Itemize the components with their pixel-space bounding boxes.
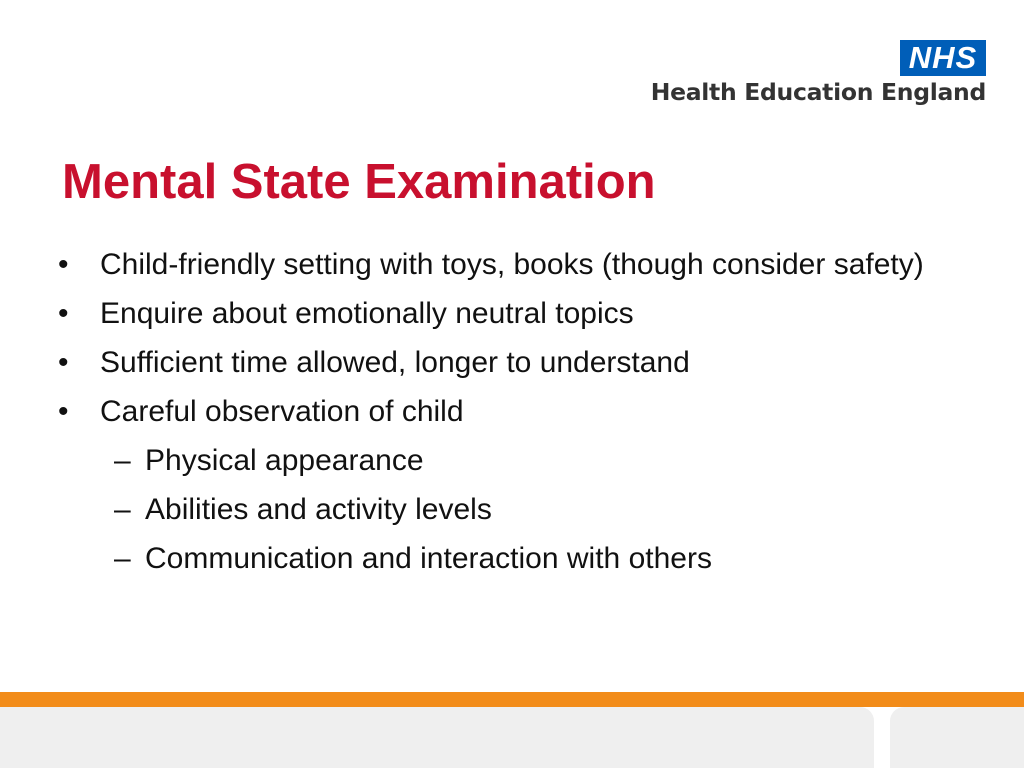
sub-bullet-item xyxy=(58,539,958,579)
bullet-item xyxy=(58,392,958,432)
sub-bullet-item xyxy=(58,490,958,530)
sub-bullet-text: Abilities and activity levels xyxy=(145,493,492,526)
slide-title: Mental State Examination xyxy=(62,155,656,209)
sub-bullet-marker: – xyxy=(114,493,131,526)
footer-grey-panel-left xyxy=(0,707,874,768)
bullet-marker: • xyxy=(58,346,69,379)
sub-bullet-marker: – xyxy=(114,542,131,575)
bullet-text: Child-friendly setting with toys, books (though consider safety) xyxy=(100,248,924,281)
sub-bullet-marker: – xyxy=(114,444,131,477)
bullet-marker: • xyxy=(58,395,69,428)
bullet-text: Enquire about emotionally neutral topics xyxy=(100,297,634,330)
sub-bullet-item xyxy=(58,441,958,481)
bullet-text: Careful observation of child xyxy=(100,395,464,428)
organisation-name: Health Education England xyxy=(650,78,986,106)
footer-grey-panel-right xyxy=(890,707,1024,768)
footer-orange-band xyxy=(0,692,1024,707)
sub-bullet-text: Communication and interaction with others xyxy=(145,542,712,575)
bullet-item xyxy=(58,343,958,383)
bullet-marker: • xyxy=(58,297,69,330)
sub-bullet-text: Physical appearance xyxy=(145,444,424,477)
bullet-list xyxy=(58,245,958,588)
bullet-marker: • xyxy=(58,248,69,281)
bullet-text: Sufficient time allowed, longer to understand xyxy=(100,346,690,379)
bullet-item xyxy=(58,294,958,334)
bullet-item xyxy=(58,245,958,285)
hee-logo xyxy=(626,40,986,112)
nhs-logo: NHS xyxy=(900,40,986,76)
